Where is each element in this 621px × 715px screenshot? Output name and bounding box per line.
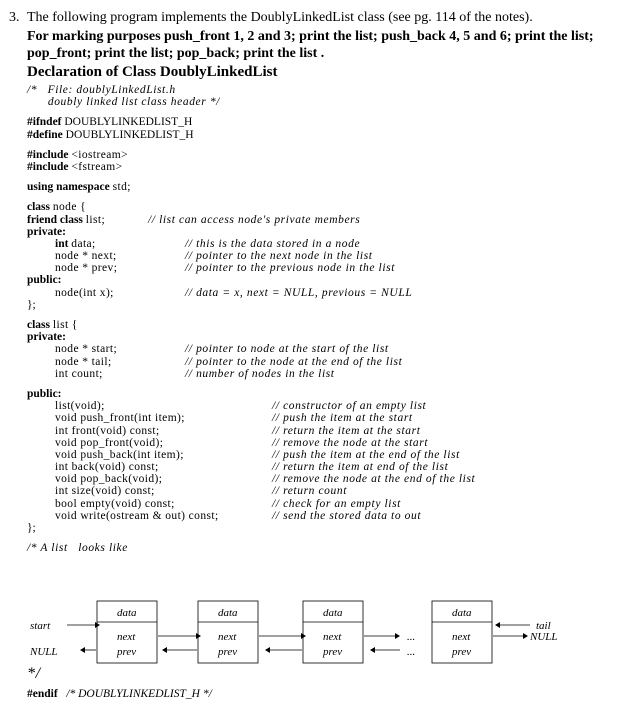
list-member-tail: node * tail; // pointer to the node at the end of the list: [55, 355, 403, 368]
question-number: 3.: [9, 10, 20, 25]
diagram-comment: /* A list looks like: [27, 542, 128, 555]
method-line: void write(ostream & out) const; // send the stored data to out: [55, 509, 422, 522]
ifndef-line: #ifndef DOUBLYLINKEDLIST_H: [27, 116, 193, 129]
method-line: int back(void) const; // return the item at end of the list: [55, 461, 449, 474]
private-label-2: private:: [27, 331, 66, 344]
question-line: [9, 8, 533, 27]
question-text: The following program implements the DoublyLinkedList class (see pg. 114 of the notes).: [27, 10, 533, 25]
node-box: [97, 601, 157, 663]
node-member-prev: node * prev; // pointer to the previous node in the list: [55, 262, 395, 275]
method-line: list(void); // constructor of an empty list: [55, 400, 427, 413]
include-fstream: #include <fstream>: [27, 160, 123, 173]
friend-line: friend class list; // list can access node's private members: [27, 213, 361, 226]
method-line: void pop_front(void); // remove the node at the start: [55, 436, 429, 449]
public-label: public:: [27, 274, 62, 287]
code-listing: [27, 84, 617, 554]
node-prev-label: prev: [323, 646, 343, 658]
method-line: void push_front(int item); // push the item at the start: [55, 412, 413, 425]
section-heading: Declaration of Class DoublyLinkedList: [27, 64, 278, 80]
node-box: [432, 601, 492, 663]
node-member-next: node * next; // pointer to the next node in the list: [55, 250, 373, 263]
node-next-label: next: [218, 631, 237, 643]
node-next-label: next: [452, 631, 471, 643]
node-class-line: class node {: [27, 201, 87, 214]
file-comment-2: doubly linked list class header */: [27, 96, 220, 109]
node-prev-label: prev: [117, 646, 137, 658]
close-brace-2: };: [27, 522, 36, 534]
start-label: start: [30, 620, 51, 632]
node-prev-label: prev: [218, 646, 238, 658]
define-line: #define DOUBLYLINKEDLIST_H: [27, 128, 194, 141]
node-data-label: data: [117, 607, 137, 619]
list-class-line: class list {: [27, 319, 78, 331]
method-line: int size(void) const; // return count: [55, 485, 348, 498]
include-iostream: #include <iostream>: [27, 148, 128, 161]
node-box: [198, 601, 258, 663]
public-label-2: public:: [27, 387, 62, 400]
ellipsis: ...: [407, 631, 416, 643]
method-line: int front(void) const; // return the item at the start: [55, 424, 421, 437]
marking-instructions: For marking purposes push_front 1, 2 and 3; print the list; push_back 4, 5 and 6; print the list; pop_front; print the list; pop_back; print the list .: [27, 29, 594, 61]
ellipsis: ...: [407, 646, 416, 658]
null-left-label: NULL: [30, 646, 58, 658]
method-line: void push_back(int item); // push the item at the end of the list: [55, 448, 460, 461]
node-box: [303, 601, 363, 663]
private-label: private:: [27, 225, 66, 238]
close-brace: };: [27, 298, 36, 311]
node-data-label: data: [452, 607, 472, 619]
node-next-label: next: [323, 631, 342, 643]
node-ctor: node(int x); // data = x, next = NULL, previous = NULL: [55, 286, 413, 299]
tail-label: tail: [536, 620, 551, 632]
node-next-label: next: [117, 631, 136, 643]
method-line: void pop_back(void); // remove the node at the end of the list: [55, 473, 476, 486]
list-member-count: int count; // number of nodes in the list: [55, 367, 335, 380]
endif-line: #endif /* DOUBLYLINKEDLIST_H */: [27, 688, 212, 700]
node-member-data: int data; // this is the data stored in a node: [55, 237, 361, 250]
method-line: bool empty(void) const; // check for an empty list: [55, 497, 401, 510]
node-prev-label: prev: [452, 646, 472, 658]
comment-close: */: [27, 665, 41, 682]
list-member-start: node * start; // pointer to node at the start of the list: [55, 343, 389, 356]
using-line: using namespace std;: [27, 181, 131, 194]
null-right-label: NULL: [530, 631, 558, 643]
file-comment: /* File: doublyLinkedList.h: [27, 84, 176, 96]
node-data-label: data: [323, 607, 343, 619]
node-data-label: data: [218, 607, 238, 619]
